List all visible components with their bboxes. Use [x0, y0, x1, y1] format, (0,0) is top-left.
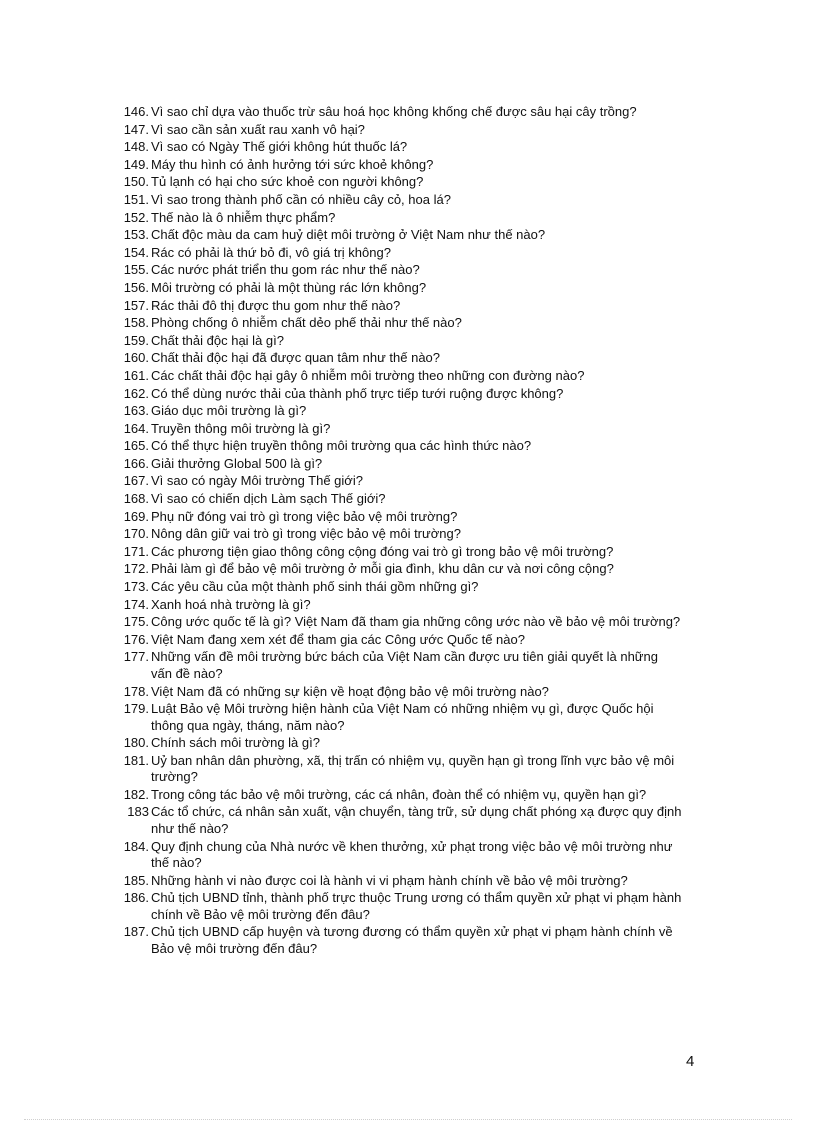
list-item — [122, 597, 682, 614]
list-item — [122, 280, 682, 297]
list-item — [122, 491, 682, 508]
item-text: Việt Nam đã có những sự kiện về hoạt động bảo vệ môi trường nào? — [151, 683, 549, 699]
item-text: Vì sao có ngày Môi trường Thế giới? — [151, 473, 363, 489]
item-text: Truyền thông môi trường là gì? — [151, 420, 331, 436]
item-text: Vì sao có Ngày Thế giới không hút thuốc lá? — [151, 139, 408, 155]
item-number: 146. — [123, 104, 149, 119]
list-item — [122, 438, 682, 455]
list-item — [122, 333, 682, 350]
item-number: 167. — [123, 473, 149, 489]
item-number: 160. — [123, 350, 149, 366]
list-item — [122, 701, 682, 734]
item-number: 161. — [123, 367, 149, 383]
list-item — [122, 104, 682, 121]
list-item — [122, 157, 682, 174]
item-number: 155. — [123, 262, 149, 278]
item-text: Các yêu cầu của một thành phố sinh thái gồm những gì? — [151, 579, 479, 595]
item-number: 166. — [123, 455, 149, 471]
item-text: Giải thưởng Global 500 là gì? — [151, 455, 323, 471]
item-number: 178. — [123, 683, 149, 699]
list-item — [122, 298, 682, 315]
list-item — [122, 839, 682, 872]
item-number: 152. — [123, 209, 149, 225]
list-item — [122, 421, 682, 438]
item-number: 158. — [123, 315, 149, 331]
list-item — [122, 227, 682, 244]
item-text: Luật Bảo vệ Môi trường hiện hành của Việt Nam có những nhiệm vụ gì, được Quốc hội thông qua ngày, tháng, năm nào? — [151, 701, 654, 733]
item-number: 147. — [123, 121, 149, 137]
item-number: 151. — [123, 191, 149, 207]
list-item — [122, 262, 682, 279]
item-number: 177. — [123, 649, 149, 665]
list-item — [122, 174, 682, 191]
item-number: 169. — [123, 508, 149, 524]
item-number: 172. — [123, 561, 149, 577]
item-number: 148. — [123, 139, 149, 155]
list-item — [122, 632, 682, 649]
item-text: Máy thu hình có ảnh hưởng tới sức khoẻ không? — [151, 156, 434, 172]
item-number: 159. — [123, 332, 149, 348]
list-item — [122, 192, 682, 209]
item-text: Vì sao cần sản xuất rau xanh vô hại? — [151, 121, 365, 137]
item-text: Vì sao trong thành phố cần có nhiều cây cỏ, hoa lá? — [151, 191, 451, 207]
item-text: Rác thải đô thị được thu gom như thế nào? — [151, 297, 401, 313]
item-text: Phụ nữ đóng vai trò gì trong việc bảo vệ môi trường? — [151, 508, 458, 524]
list-item — [122, 753, 682, 786]
item-text: Chất thải độc hại là gì? — [151, 332, 284, 348]
item-number: 150. — [123, 174, 149, 190]
item-text: Có thể dùng nước thải của thành phố trực tiếp tưới ruộng được không? — [151, 385, 564, 401]
item-number: 162. — [123, 385, 149, 401]
list-item — [122, 473, 682, 490]
item-number: 165. — [123, 438, 149, 454]
question-list — [122, 104, 682, 958]
list-item — [122, 315, 682, 332]
list-item — [122, 350, 682, 367]
page-number: 4 — [686, 1053, 695, 1070]
item-text: Tủ lạnh có hại cho sức khoẻ con người không? — [151, 174, 424, 190]
item-number: 175. — [123, 614, 149, 630]
item-number: 153. — [123, 227, 149, 243]
item-text: Chủ tịch UBND tỉnh, thành phố trực thuộc Trung ương có thẩm quyền xử phạt vi phạm hành chính về Bảo vệ môi trường đến đâu? — [151, 890, 682, 922]
list-item — [122, 924, 682, 957]
item-text: Có thể thực hiện truyền thông môi trường qua các hình thức nào? — [151, 438, 532, 454]
list-item — [122, 509, 682, 526]
list-item — [122, 403, 682, 420]
list-item — [122, 614, 682, 631]
item-text: Môi trường có phải là một thùng rác lớn không? — [151, 279, 427, 295]
item-number: 164. — [123, 420, 149, 436]
item-number: 157. — [123, 297, 149, 313]
item-text: Vì sao chỉ dựa vào thuốc trừ sâu hoá học không khống chế được sâu hại cây trồng? — [151, 104, 637, 119]
item-text: Phòng chống ô nhiễm chất dẻo phế thải như thế nào? — [151, 315, 462, 331]
list-item — [122, 735, 682, 752]
item-text: Phải làm gì để bảo vệ môi trường ở mỗi gia đình, khu dân cư và nơi công cộng? — [151, 561, 614, 577]
item-number: 182. — [123, 786, 149, 802]
list-item — [122, 139, 682, 156]
item-text: Uỷ ban nhân dân phường, xã, thị trấn có nhiệm vụ, quyền hạn gì trong lĩnh vực bảo vệ môi trường? — [151, 752, 675, 785]
item-text: Rác có phải là thứ bỏ đi, vô giá trị không? — [151, 244, 391, 260]
item-number: 186. — [123, 890, 149, 906]
item-text: Giáo dục môi trường là gì? — [151, 403, 307, 419]
list-item — [122, 210, 682, 227]
list-item — [122, 526, 682, 543]
list-item — [122, 386, 682, 403]
list-item — [122, 890, 682, 923]
item-number: 168. — [123, 491, 149, 507]
item-number: 154. — [123, 244, 149, 260]
item-number: 187. — [123, 924, 149, 940]
item-text: Trong công tác bảo vệ môi trường, các cá nhân, đoàn thể có nhiệm vụ, quyền hạn gì? — [151, 786, 647, 802]
list-item — [122, 122, 682, 139]
item-number: 176. — [123, 631, 149, 647]
item-number: 174. — [123, 596, 149, 612]
list-item — [122, 873, 682, 890]
item-number: 184. — [123, 838, 149, 854]
item-number: 149. — [123, 156, 149, 172]
item-number: 185. — [123, 872, 149, 888]
list-item — [122, 649, 682, 682]
item-number: 180. — [123, 735, 149, 751]
list-item — [122, 456, 682, 473]
item-text: Công ước quốc tế là gì? Việt Nam đã tham gia những công ước nào về bảo vệ môi trường? — [151, 614, 681, 630]
item-text: Nông dân giữ vai trò gì trong việc bảo vệ môi trường? — [151, 526, 461, 542]
item-text: Vì sao có chiến dịch Làm sạch Thế giới? — [151, 491, 386, 507]
list-item — [122, 787, 682, 804]
list-item — [122, 544, 682, 561]
item-text: Các chất thải độc hại gây ô nhiễm môi trường theo những con đường nào? — [151, 367, 585, 383]
item-text: Chính sách môi trường là gì? — [151, 735, 320, 751]
item-number: 156. — [123, 279, 149, 295]
item-text: Các tổ chức, cá nhân sản xuất, vận chuyển, tàng trữ, sử dụng chất phóng xạ được quy định như thế nào? — [151, 804, 682, 836]
page-bottom-divider — [24, 1119, 792, 1120]
list-item — [122, 368, 682, 385]
item-number: 170. — [123, 526, 149, 542]
item-number: 173. — [123, 579, 149, 595]
item-text: Những vấn đề môi trường bức bách của Việt Nam cần được ưu tiên giải quyết là những vấn đề nào? — [151, 649, 658, 681]
item-number: 179. — [123, 701, 149, 717]
item-text: Quy định chung của Nhà nước về khen thưởng, xử phạt trong việc bảo vệ môi trường như thế nào? — [151, 838, 673, 871]
item-text: Xanh hoá nhà trường là gì? — [151, 596, 311, 612]
item-number: 163. — [123, 403, 149, 419]
list-item — [122, 245, 682, 262]
item-text: Thế nào là ô nhiễm thực phẩm? — [151, 209, 336, 225]
list-item — [122, 561, 682, 578]
list-item — [122, 804, 682, 837]
item-number: 171. — [123, 543, 149, 559]
item-text: Chất thải độc hại đã được quan tâm như thế nào? — [151, 350, 441, 366]
item-text: Các phương tiện giao thông công cộng đóng vai trò gì trong bảo vệ môi trường? — [151, 543, 614, 559]
item-text: Những hành vi nào được coi là hành vi vi phạm hành chính về bảo vệ môi trường? — [151, 872, 628, 888]
list-item — [122, 684, 682, 701]
item-text: Chất độc màu da cam huỷ diệt môi trường ở Việt Nam như thế nào? — [151, 227, 546, 243]
item-text: Các nước phát triển thu gom rác như thế nào? — [151, 262, 420, 278]
item-text: Chủ tịch UBND cấp huyện và tương đương có thẩm quyền xử phạt vi phạm hành chính về Bảo vệ môi trường đến đâu? — [151, 924, 673, 956]
item-number: 183 — [127, 804, 149, 820]
item-number: 181. — [123, 752, 149, 768]
item-text: Việt Nam đang xem xét để tham gia các Công ước Quốc tế nào? — [151, 631, 525, 647]
list-item — [122, 579, 682, 596]
